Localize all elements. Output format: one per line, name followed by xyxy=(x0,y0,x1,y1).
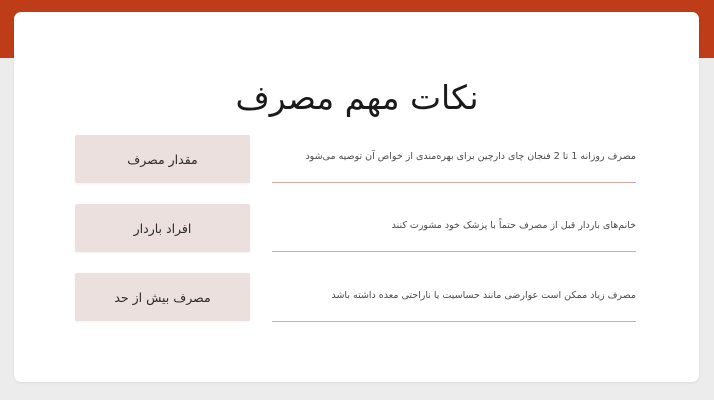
tip-description-overuse: مصرف زیاد ممکن است عوارضی مانند حساسیت یا ناراحتی معده داشته باشد xyxy=(272,285,636,322)
page-title: نکات مهم مصرف xyxy=(235,78,479,117)
tip-description-pregnancy: خانم‌های باردار قبل از مصرف حتماً با پزشک خود مشورت کنند xyxy=(272,215,636,252)
tip-label-overuse: مصرف بیش از حد xyxy=(75,273,250,321)
content-card xyxy=(14,12,699,382)
tip-label-dosage: مقدار مصرف xyxy=(75,135,250,183)
tip-label-pregnancy: افراد باردار xyxy=(75,204,250,252)
tip-description-dosage: مصرف روزانه 1 تا 2 فنجان چای دارچین برای بهره‌مندی از خواص آن توصیه می‌شود xyxy=(272,146,636,183)
